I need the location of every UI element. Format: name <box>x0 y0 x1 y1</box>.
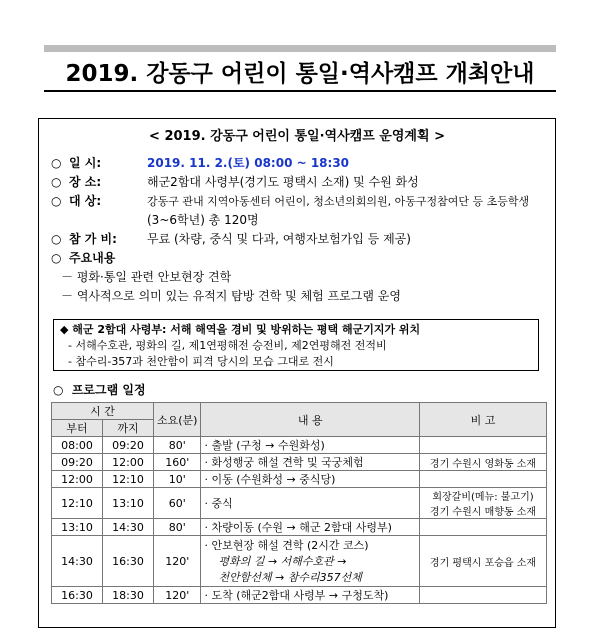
info-date <box>51 154 529 173</box>
target-label: 대 상: <box>69 194 102 208</box>
fee-label: 참 가 비: <box>69 232 117 246</box>
content-line: · 안보현장 해설 견학 (2시간 코스) <box>204 539 369 552</box>
header-duration: 소요(분) <box>154 403 201 437</box>
table-row: 16:30 18:30 120' · 도착 (해군2함대 사령부 → 구청도착) <box>52 587 547 604</box>
header-time: 시 간 <box>52 403 154 420</box>
content-subline: 천안함선체 → 참수리357선체 <box>218 571 362 584</box>
plan-frame <box>38 118 556 628</box>
table-row: 14:30 16:30 120' · 안보현장 해설 견학 (2시간 코스) 평화의 길 → 서해수호관 → 천안함선체 → 참수리357선체 경기 평택시 포승읍 소재 <box>52 536 547 587</box>
circle-bullet-icon: ○ <box>51 156 62 170</box>
circle-bullet-icon: ○ <box>51 251 62 265</box>
program-title: ○ 프로그램 일정 <box>53 383 146 397</box>
table-row: 12:10 13:10 60' · 중식 회장갈비(메뉴: 불고기) 경기 수원시 매향동 소재 <box>52 488 547 519</box>
circle-bullet-icon: ○ <box>51 194 62 208</box>
place-value: 해군2함대 사령부(경기도 평택시 소재) 및 수원 화성 <box>147 175 419 189</box>
info-fee <box>51 230 529 249</box>
info-target-cont <box>51 211 529 230</box>
schedule-table <box>51 402 547 604</box>
info-place <box>51 173 529 192</box>
table-row: 13:10 14:30 80' · 차량이동 (수원 → 해군 2함대 사령부) <box>52 519 547 536</box>
content-item <box>51 287 529 306</box>
document-title: 2019. 강동구 어린이 통일·역사캠프 개최안내 <box>65 60 535 87</box>
navy-info-item: - 참수리-357과 천안함이 피격 당시의 모습 그대로 전시 <box>68 355 334 368</box>
header-note: 비 고 <box>420 403 547 437</box>
date-value: 2019. 11. 2.(토) 08:00 ~ 18:30 <box>147 156 350 170</box>
navy-info-item: - 서해수호관, 평화의 길, 제1연평해전 승전비, 제2연평해전 전적비 <box>68 339 387 352</box>
header-content: 내 용 <box>201 403 420 437</box>
note-line: 경기 수원시 매향동 소재 <box>429 507 537 518</box>
target-value: 강동구 관내 지역아동센터 어린이, 청소년의회의원, 아동구정참여단 등 초등학생 <box>147 195 530 208</box>
header-start: 부터 <box>52 420 103 437</box>
fee-value: 무료 (차량, 중식 및 다과, 여행자보험가입 등 제공) <box>147 232 411 246</box>
note-line: 회장갈비(메뉴: 불고기) <box>432 492 534 503</box>
circle-bullet-icon: ○ <box>53 383 72 397</box>
navy-info-head: ◆ 해군 2함대 사령부: 서해 해역을 경비 및 방위하는 평택 해군기지가 위치 <box>60 323 421 336</box>
info-list <box>51 154 529 306</box>
content-item <box>51 268 529 287</box>
plan-title: < 2019. 강동구 어린이 통일·역사캠프 운영계획 > <box>149 129 445 144</box>
table-header-row <box>52 403 547 420</box>
content-item-text: － 평화·통일 관련 안보현장 견학 <box>61 270 232 284</box>
circle-bullet-icon: ○ <box>51 232 62 246</box>
content-subline: 평화의 길 → 서해수호관 → <box>218 555 347 568</box>
info-target <box>51 192 529 211</box>
place-label: 장 소: <box>69 175 102 189</box>
info-content <box>51 249 529 268</box>
table-row: 12:00 12:10 10' · 이동 (수원화성 → 중식당) <box>52 471 547 488</box>
content-label: 주요내용 <box>69 251 116 265</box>
table-row: 08:00 09:20 80' · 출발 (구청 → 수원화성) <box>52 437 547 454</box>
date-label: 일 시: <box>69 156 102 170</box>
navy-info-box <box>53 319 539 371</box>
table-row: 09:20 12:00 160' · 화성행궁 해설 견학 및 국궁체험 경기 수원시 영화동 소재 <box>52 454 547 471</box>
document-title-bar <box>44 45 556 92</box>
target-value-2: (3~6학년) 총 120명 <box>147 213 259 227</box>
circle-bullet-icon: ○ <box>51 175 62 189</box>
header-end: 까지 <box>103 420 154 437</box>
content-item-text: － 역사적으로 의미 있는 유적지 탐방 견학 및 체험 프로그램 운영 <box>61 289 401 303</box>
